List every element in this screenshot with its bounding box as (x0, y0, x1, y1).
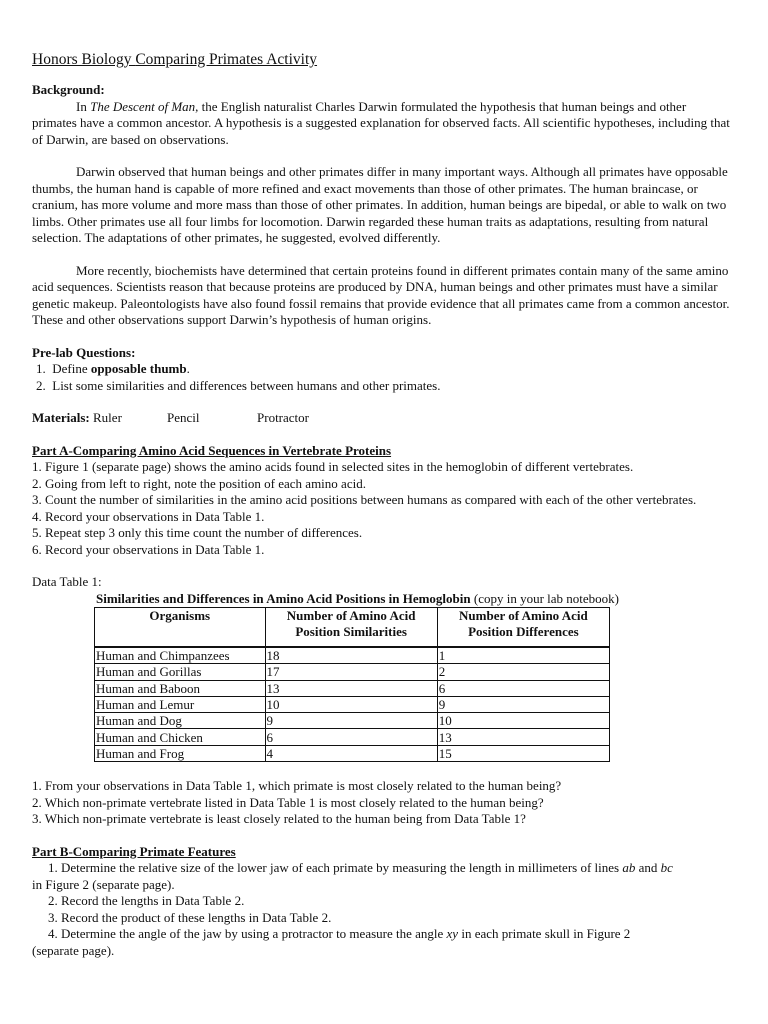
table-cell: Human and Chimpanzees (95, 647, 266, 664)
table-row (95, 680, 610, 696)
table-cell: Human and Frog (95, 745, 266, 761)
part-a-step: 5. Repeat step 3 only this time count the number of differences. (32, 525, 363, 540)
table-header: Organisms (95, 608, 266, 648)
table-cell: Human and Gorillas (95, 664, 266, 680)
background-paragraph-2: Darwin observed that human beings and other primates differ in many important ways. Although all primates have opposable thumbs, the human hand is capable of more refined and exact movements than those of other primates. The human braincase, or cranium, has more volume and more mass than those of other primates. In addition, human beings are bipedal, or able to walk on two limbs. Other primates use all four limbs for locomotion. Darwin regarded these human traits as adaptations, resulting from natural selection. The adaptations of other primates, he suggested, evolved differently. (32, 164, 728, 245)
materials-label: Materials: (32, 410, 90, 425)
table-cell: 9 (437, 696, 609, 712)
material-protractor: Protractor (257, 410, 309, 425)
prelab-question-1: 1. Define opposable thumb. (36, 361, 190, 376)
part-b-step-3: 3. Record the product of these lengths in Data Table 2. (48, 909, 332, 925)
document-page (32, 50, 732, 959)
part-a-step: 6. Record your observations in Data Table 1. (32, 541, 265, 557)
table-row (95, 729, 610, 745)
background-paragraph-1: In The Descent of Man, the English naturalist Charles Darwin formulated the hypothesis that human beings and other primates have a common ancestor. A hypothesis is a suggested explanation for observed facts. All scientific hypotheses, including that of Darwin, are based on observations. (32, 98, 730, 147)
part-a-step: 3. Count the number of similarities in the amino acid positions between humans as compared with each of the other vertebrates. (32, 492, 697, 507)
part-b-step-4: 4. Determine the angle of the jaw by using a protractor to measure the angle xy in each primate skull in Figure 2 (48, 926, 631, 942)
part-a-step: 4. Record your observations in Data Table 1. (32, 508, 265, 524)
table-cell: Human and Baboon (95, 680, 266, 696)
part-b-step-2: 2. Record the lengths in Data Table 2. (48, 893, 245, 909)
table-cell: Human and Chicken (95, 729, 266, 745)
part-a-step: 1. Figure 1 (separate page) shows the amino acids found in selected sites in the hemoglobin of different vertebrates. (32, 459, 634, 474)
part-b-step-4-cont: (separate page). (32, 942, 115, 958)
part-a-step: 2. Going from left to right, note the position of each amino acid. (32, 475, 366, 491)
table-row (95, 647, 610, 664)
follow-up-questions (32, 778, 732, 828)
book-title: The Descent of Man (90, 98, 196, 114)
prelab-heading: Pre-lab Questions: (32, 344, 136, 360)
table-row (95, 664, 610, 680)
title-part1: Honors Biology (32, 51, 136, 68)
material-pencil: Pencil (167, 410, 200, 425)
question-item: 1. From your observations in Data Table 1, which primate is most closely related to the human being? (32, 778, 562, 794)
table-cell: Human and Dog (95, 713, 266, 729)
question-item: 2. Which non-primate vertebrate listed in Data Table 1 is most closely related to the human being? (32, 794, 544, 810)
table-row (95, 696, 610, 712)
table-cell: 18 (265, 647, 437, 664)
part-a-steps (32, 459, 732, 558)
table-cell: 6 (437, 680, 609, 696)
table-cell: 1 (437, 647, 609, 664)
table-cell: 13 (437, 729, 609, 745)
table-cell: 10 (265, 696, 437, 712)
question-item: 3. Which non-primate vertebrate is least closely related to the human being from Data Table 1? (32, 811, 526, 827)
table-cell: 15 (437, 745, 609, 761)
part-b-heading: Part B-Comparing Primate Features (32, 843, 236, 859)
data-table-1-label: Data Table 1: (32, 574, 102, 589)
data-table-1 (94, 607, 610, 762)
title-part2: Comparing Primates Activity (135, 51, 318, 68)
table-cell: 17 (265, 664, 437, 680)
background-paragraph-3: More recently, biochemists have determined that certain proteins found in different primates contain many of the same amino acid sequences. Scientists reason that because proteins are produced by DNA, human beings and other primates must have a similar genetic makeup. Paleontologists have also found fossil remains that provide evidence that all primates came from a common ancestor. These and other observations support Darwin’s hypothesis of human origins. (32, 262, 730, 327)
table-cell: 4 (265, 745, 437, 761)
material-ruler: Ruler (93, 410, 122, 425)
table-cell: Human and Lemur (95, 696, 266, 712)
page-title (32, 50, 732, 70)
table-cell: 2 (437, 664, 609, 680)
table-cell: 9 (265, 713, 437, 729)
table-row (95, 745, 610, 761)
materials-line (32, 410, 732, 427)
table-cell: 13 (265, 680, 437, 696)
table-row (95, 713, 610, 729)
prelab-question-2: 2. List some similarities and differences between humans and other primates. (36, 377, 441, 393)
table-header: Number of Amino Acid Position Similarities (265, 608, 437, 648)
data-table-1-caption: Similarities and Differences in Amino Acid Positions in Hemoglobin (copy in your lab notebook) (96, 590, 620, 606)
table-header: Number of Amino Acid Position Differences (437, 608, 609, 648)
part-a-heading: Part A-Comparing Amino Acid Sequences in Vertebrate Proteins (32, 442, 392, 458)
part-b-step-1: 1. Determine the relative size of the lower jaw of each primate by measuring the length in millimeters of lines ab and bc (48, 860, 673, 876)
part-b-step-1-cont: in Figure 2 (separate page). (32, 876, 175, 892)
background-heading: Background: (32, 82, 105, 97)
table-cell: 10 (437, 713, 609, 729)
table-cell: 6 (265, 729, 437, 745)
